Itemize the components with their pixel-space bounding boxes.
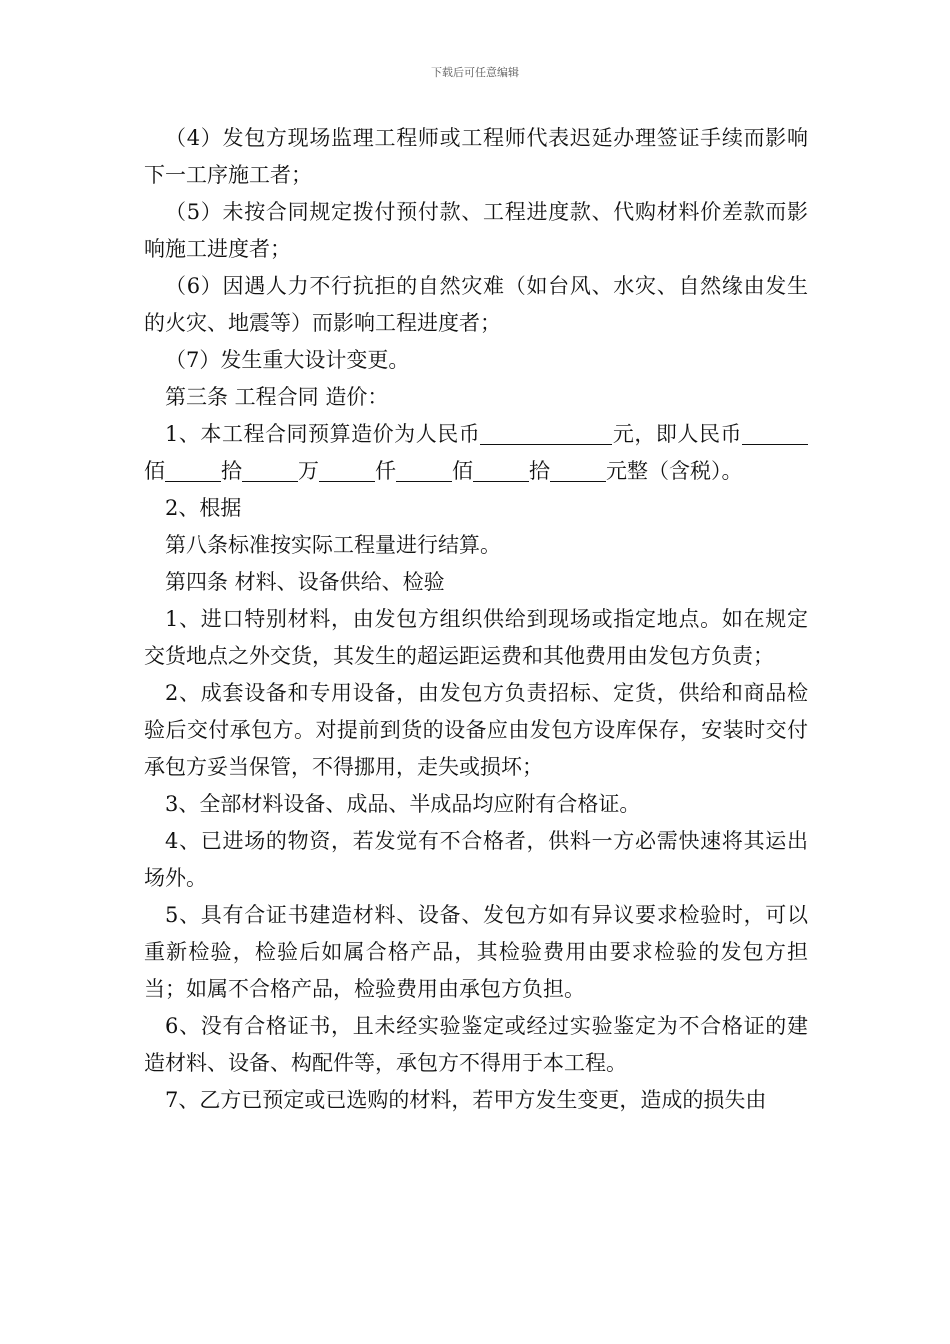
paragraph: 5、具有合证书建造材料、设备、发包方如有异议要求检验时，可以重新检验，检验后如属合格产品，其检验费用由要求检验的发包方担当；如属不合格产品，检验费用由承包方负担。 [144, 903, 808, 1001]
unit-label: 万 [298, 459, 319, 483]
unit-label: 佰 [144, 459, 165, 483]
page-header: 下载后可任意编辑 [431, 66, 519, 79]
amount-blank [319, 455, 375, 482]
amount-blank [396, 455, 452, 482]
unit-label: 拾 [529, 459, 550, 483]
amount-blank [242, 455, 298, 482]
price-clause [144, 416, 808, 490]
paragraph: 2、根据 [165, 496, 242, 520]
paragraph: 1、进口特别材料，由发包方组织供给到现场或指定地点。如在规定交货地点之外交货，其发生的超运距运费和其他费用由发包方负责； [144, 607, 808, 668]
amount-blank [788, 418, 808, 445]
price-clause-suffix: 元整（含税）。 [606, 459, 743, 483]
paragraph: 2、成套设备和专用设备，由发包方负责招标、定货，供给和商品检验后交付承包方。对提前到货的设备应由发包方设库保存，安装时交付承包方妥当保管，不得挪用，走失或损坏； [144, 681, 808, 779]
paragraph: （7）发生重大设计变更。 [165, 348, 410, 372]
unit-label: 拾 [221, 459, 242, 483]
document-body [144, 120, 808, 1119]
paragraph: （6）因遇人力不行抗拒的自然灾难（如台风、水灾、自然缘由发生的火灾、地震等）而影响工程进度者； [144, 274, 808, 335]
amount-blank [742, 418, 788, 445]
paragraph: （4）发包方现场监理工程师或工程师代表迟延办理签证手续而影响下一工序施工者； [144, 126, 808, 187]
unit-label: 仟 [375, 459, 396, 483]
amount-blank [550, 455, 606, 482]
paragraph: 3、全部材料设备、成品、半成品均应附有合格证。 [165, 792, 641, 816]
paragraph: 第八条标准按实际工程量进行结算。 [165, 533, 501, 557]
article-heading: 第四条 材料、设备供给、检验 [165, 570, 445, 594]
amount-blank [473, 455, 529, 482]
paragraph: 6、没有合格证书，且未经实验鉴定或经过实验鉴定为不合格证的建造材料、设备、构配件等，承包方不得用于本工程。 [144, 1014, 808, 1075]
paragraph: （5）未按合同规定拨付预付款、工程进度款、代购材料价差款而影响施工进度者； [144, 200, 808, 261]
amount-blank [480, 418, 612, 445]
paragraph: 7、乙方已预定或已选购的材料，若甲方发生变更，造成的损失由 [165, 1088, 767, 1112]
article-heading: 第三条 工程合同 造价： [165, 385, 389, 409]
price-clause-yuan: 元，即人民币 [612, 422, 742, 446]
paragraph: 4、已进场的物资，若发觉有不合格者，供料一方必需快速将其运出场外。 [144, 829, 808, 890]
price-clause-prefix: 1、本工程合同预算造价为人民币 [165, 422, 481, 446]
amount-blank [165, 455, 221, 482]
unit-label: 佰 [452, 459, 473, 483]
